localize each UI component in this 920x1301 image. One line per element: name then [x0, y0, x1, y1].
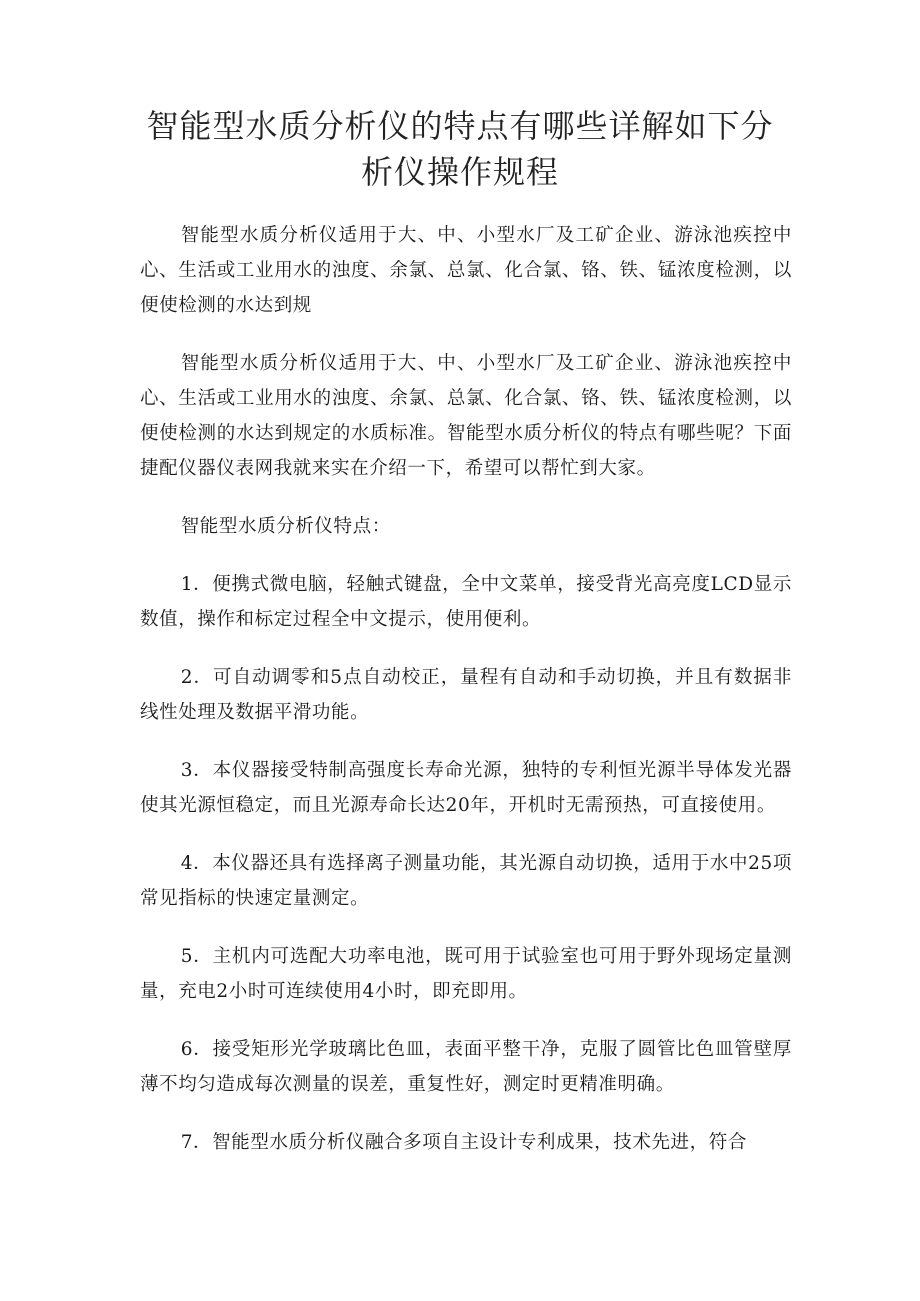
- feature-item-6: 6．接受矩形光学玻璃比色皿，表面平整干净，克服了圆管比色皿管壁厚薄不均匀造成每次测量的误差，重复性好，测定时更精准明确。: [140, 1039, 792, 1095]
- document-title: 智能型水质分析仪的特点有哪些详解如下分析仪操作规程: [146, 107, 774, 191]
- feature-item-5: 5．主机内可选配大功率电池，既可用于试验室也可用于野外现场定量测量，充电2小时可连续使用4小时，即充即用。: [140, 946, 792, 1002]
- feature-item-1: 1．便携式微电脑，轻触式键盘，全中文菜单，接受背光高亮度LCD显示数值，操作和标定过程全中文提示，使用便利。: [140, 574, 792, 630]
- paragraph-features-heading: 智能型水质分析仪特点：: [180, 516, 391, 537]
- paragraph-intro-truncated: 智能型水质分析仪适用于大、中、小型水厂及工矿企业、游泳池疾控中心、生活或工业用水的浊度、余氯、总氯、化合氯、铬、铁、锰浓度检测，以便使检测的水达到规: [140, 225, 792, 316]
- feature-item-3: 3．本仪器接受特制高强度长寿命光源，独特的专利恒光源半导体发光器使其光源恒稳定，而且光源寿命长达20年，开机时无需预热，可直接使用。: [140, 760, 792, 816]
- paragraph-intro: 智能型水质分析仪适用于大、中、小型水厂及工矿企业、游泳池疾控中心、生活或工业用水的浊度、余氯、总氯、化合氯、铬、铁、锰浓度检测，以便使检测的水达到规定的水质标准。智能型水质分析仪的特点有哪些呢？下面捷配仪器仪表网我就来实在介绍一下，希望可以帮忙到大家。: [140, 353, 792, 479]
- feature-item-2: 2．可自动调零和5点自动校正，量程有自动和手动切换，并且有数据非线性处理及数据平滑功能。: [140, 667, 792, 723]
- feature-item-4: 4．本仪器还具有选择离子测量功能，其光源自动切换，适用于水中25项常见指标的快速定量测定。: [140, 853, 792, 909]
- document-body: [140, 218, 792, 1183]
- feature-item-7: 7．智能型水质分析仪融合多项自主设计专利成果，技术先进，符合: [180, 1132, 747, 1153]
